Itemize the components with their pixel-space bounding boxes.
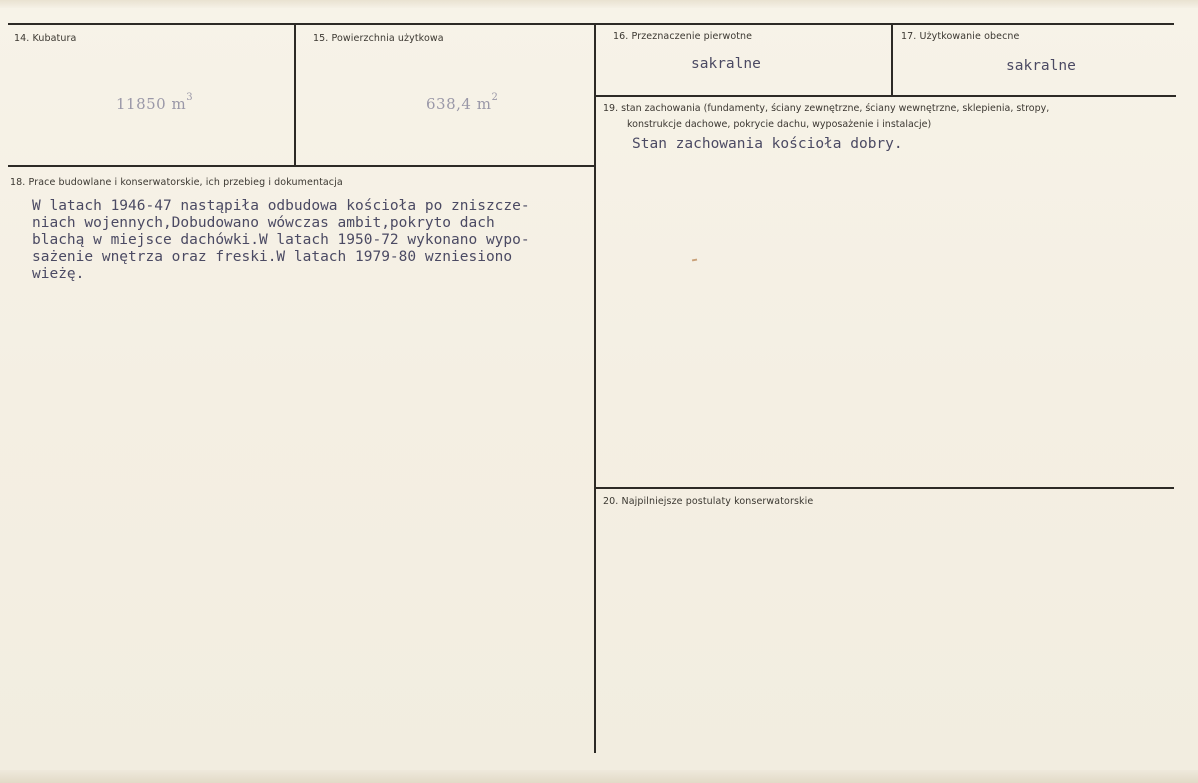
top-rule [8, 23, 1174, 25]
card-edge-bottom [0, 770, 1198, 783]
card-edge-top [0, 0, 1198, 8]
field-19-value: Stan zachowania kościoła dobry. [632, 136, 903, 152]
field-18-line: blachą w miejsce dachówki.W latach 1950-72 wykonano wypo- [32, 232, 530, 248]
field-14-label: 14. Kubatura [14, 33, 77, 44]
field-19-label-line: 19. stan zachowania (fundamenty, ściany zewnętrzne, ściany wewnętrzne, sklepienia, stropy, [603, 103, 1050, 114]
field-14-value [116, 92, 193, 113]
field-15-unit-exponent: 2 [491, 92, 499, 103]
rule-above-20 [596, 487, 1174, 489]
paper-speck [692, 259, 697, 261]
field-15-value [426, 92, 498, 113]
divider-14-15 [294, 23, 296, 167]
field-17-label: 17. Użytkowanie obecne [901, 31, 1020, 42]
divider-16-17 [891, 23, 893, 97]
field-18-label: 18. Prace budowlane i konserwatorskie, ich przebieg i dokumentacja [10, 177, 343, 188]
field-18-line: W latach 1946-47 nastąpiła odbudowa kościoła po zniszcze- [32, 198, 530, 214]
field-14-unit-exponent: 3 [186, 92, 194, 103]
field-15-unit: m [476, 95, 492, 113]
rule-under-16-17 [596, 95, 1176, 97]
field-14-unit: m [171, 95, 187, 113]
field-19-label [603, 101, 1103, 133]
field-18-line: sażenie wnętrza oraz freski.W latach 1979-80 wzniesiono [32, 249, 513, 265]
field-14-number: 11850 [116, 95, 167, 113]
field-15-number: 638,4 [426, 95, 472, 113]
field-15-label: 15. Powierzchnia użytkowa [313, 33, 444, 44]
field-17-value: sakralne [1006, 58, 1076, 74]
field-19-label-line: konstrukcje dachowe, pokrycie dachu, wyposażenie i instalacje) [627, 119, 932, 130]
field-20-label: 20. Najpilniejsze postulaty konserwatorskie [603, 496, 814, 507]
field-18-line: niach wojennych,Dobudowano wówczas ambit,pokryto dach [32, 215, 495, 231]
field-18-text [32, 198, 530, 283]
rule-under-14-15 [8, 165, 594, 167]
field-16-label: 16. Przeznaczenie pierwotne [613, 31, 753, 42]
field-18-line: wieżę. [32, 266, 85, 282]
center-divider [594, 23, 596, 753]
field-16-value: sakralne [691, 56, 761, 72]
